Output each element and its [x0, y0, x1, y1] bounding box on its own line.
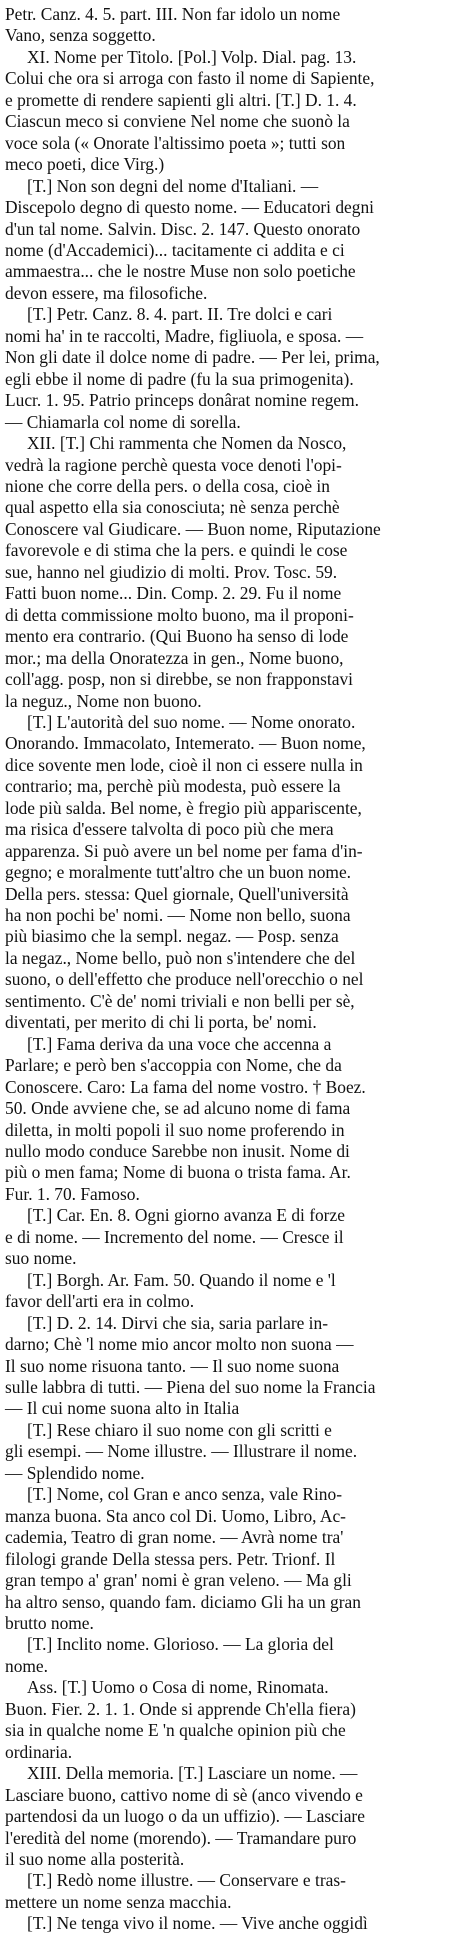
entry-dolci-nomi: [T.] Petr. Canz. 8. 4. part. II. Tre dolci e cari nomi ha' in te raccolti, Madre, figliuola, e sposa. — Non gli date il dolce nome di padre. — Per lei, prima, egli ebbe il nome di padre (fu la sua primogenita). Lucr. 1. 95. Patrio princeps donârat nomine regem. — Chiamarla col nome di sorella. — [5, 304, 380, 432]
entry-fama: [T.] Fama deriva da una voce che accenna a Parlare; e però ben s'accoppia con Nome, che da Conoscere. Caro: La fama del nome vostro. † Boez. 50. Onde avviene che, se ad alcuno nome di fama diletta, in molti popoli il suo nome proferendo in nullo modo conduce Sarebbe non inusit. Nome di più o men fama; Nome di buona o trista fama. Ar. Fur. 1. 70. Famoso. — [5, 1033, 366, 1204]
entry-xii-nomen-nosco: XII. [T.] Chi rammenta che Nomen da Nosco, vedrà la ragione perchè questa voce denoti l'opi- nione che corre della pers. o della cosa, cioè in qual aspetto ella sia conosciuta; nè senza perchè Conoscere val Giudicare. — Buon nome, Riputazione favorevole e di stima che la pers. e quindi le cose sue, hanno nel giudizio di molti. Prov. Tosc. 59. Fatti buon nome... Din. Comp. 2. 29. Fu il nome di detta commissione molto buono, ma il proponi- mento era contrario. (Qui Buono ha senso di lode mor.; ma della Onoratezza in gen., Nome buono, coll'agg. posp, non si direbbe, se non frapponstavi la neguz., Nome non buono. — [5, 433, 381, 711]
entry-xi-nome-per-titolo: XI. Nome per Titolo. [Pol.] Volp. Dial. pag. 13. Colui che ora si arroga con fasto il nome di Sapiente, e promette di rendere sapienti gli altri. [T.] D. 1. 4. Ciascun meco si conviene Nel nome che suonò la voce sola (« Onorate l'altissimo poeta »; tutti son meco poeti, dice Virg.) — [5, 46, 375, 175]
entry-nome-suona: [T.] D. 2. 14. Dirvi che sia, saria parlare in- darno; Chè 'l nome mio ancor molto non suona — Il suo nome risuona tanto. — Il suo nome suona sulle labbra di tutti. — Piena del suo nome la Francia — Il cui nome suona alto in Italia — [5, 1312, 376, 1419]
entry-car-en: [T.] Car. En. 8. Ogni giorno avanza E di forze e di nome. — Incremento del nome. — Cresce il suo nome. — [5, 1205, 345, 1269]
entry-borgh-ar-fam: [T.] Borgh. Ar. Fam. 50. Quando il nome e 'l favor dell'arti era in colmo. — [5, 1269, 336, 1312]
entry-inclito-nome: [T.] Inclito nome. Glorioso. — La gloria del nome. — [5, 1634, 334, 1676]
entry-autorita-del-nome: [T.] L'autorità del suo nome. — Nome onorato. Onorando. Immacolato, Intemerato. — Buon nome, dice sovente men lode, cioè il non ci essere nulla in contrario; ma, perchè più modesta, può essere la lode più salda. Bel nome, è fregio più appariscente, ma risica d'essere talvolta di poco più che mera apparenza. Si può avere un bel nome per fama d'in- gegno; e moralmente tutt'altro che un buon nome. Della pers. stessa: Quel giornale, Quell'università ha non pochi be' nomi. — Nome non bello, suona più biasimo che la sempl. negaz. — Posp. senza la negaz., Nome bello, può non s'intendere che del suono, o dell'effetto che produce nell'orecchio o nel sentimento. C'è de' nomi triviali e non belli per sè, diventati, per merito di chi li porta, be' nomi. — [5, 711, 366, 1033]
entry-redo-nome: [T.] Redò nome illustre. — Conservare e tras- mettere un nome senza macchia. — [5, 1870, 346, 1912]
entry-petr-canz-vano: Petr. Canz. 4. 5. part. III. Non far idolo un nome Vano, senza soggetto. — [5, 4, 341, 46]
entry-xiii-della-memoria: XIII. Della memoria. [T.] Lasciare un nome. — Lasciare buono, cattivo nome di sè (anco vivendo e partendosi da un luogo o da un uffizio). — Lasciare l'eredità del nome (morendo). — Tramandare puro il suo nome alla posterità. — [5, 1763, 365, 1869]
entry-gran-nome: [T.] Nome, col Gran e anco senza, vale Rino- manza buona. Sta anco col Di. Uomo, Libro, Ac- cademia, Teatro di gran nome. — Avrà nome tra' filologi grande Della stessa pers. Petr. Trionf. Il gran tempo a' gran' nomi è gran veleno. — Ma gli ha altro senso, quando fam. diciamo Gli ha un gran brutto nome. — [5, 1484, 361, 1633]
entry-tenga-vivo: [T.] Ne tenga vivo il nome. — Vive anche oggidì — [27, 1913, 368, 1934]
entry-ass-di-nome: Ass. [T.] Uomo o Cosa di nome, Rinomata. Buon. Fier. 2. 1. 1. Onde si apprende Ch'ella fiera) sia in qualche nome E 'n qualche opinion più che ordinaria. — [5, 1677, 356, 1762]
entry-degni-del-nome: [T.] Non son degni del nome d'Italiani. — Discepolo degno di questo nome. — Educatori degni d'un tal nome. Salvin. Disc. 2. 147. Questo onorato nome (d'Accademici)... tacitamente ci addita e ci ammaestra... che le nostre Muse non solo poetiche devon essere, ma filosofiche. — [5, 175, 374, 303]
entry-nome-illustre: [T.] Rese chiaro il suo nome con gli scritti e gli esempi. — Nome illustre. — Illustrare il nome. — Splendido nome. — [5, 1419, 358, 1483]
